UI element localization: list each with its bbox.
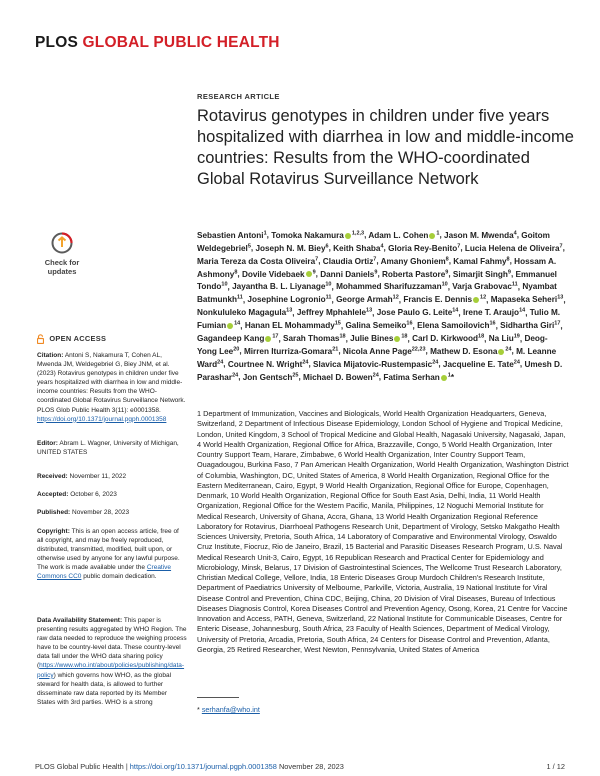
author-name: Mirren Iturriza-Gomara: [243, 347, 333, 357]
editor-block: [37, 439, 187, 457]
author-name: Claudia Ortiz: [322, 256, 374, 266]
author: [333, 244, 383, 253]
author: [388, 244, 460, 253]
author-name: Josephine Logronio: [247, 295, 326, 305]
author: [247, 295, 331, 304]
author-affiliation-ref: 8: [506, 255, 510, 262]
author: [232, 282, 331, 291]
author-name: Julie Bines: [350, 334, 394, 344]
check-for-updates-label: [40, 258, 84, 276]
data-availability-block: [37, 616, 187, 707]
check-for-updates-badge[interactable]: [40, 232, 84, 292]
author: [430, 347, 511, 356]
author-name: Nonkululeko Magagula: [197, 308, 287, 318]
data-availability-tail: ) which governs how WHO, as the global steward for health data, is allowed to further disseminate raw data reported by its Member States with 3rd parties. WHO is a strong: [37, 671, 172, 706]
article-title: Rotavirus genotypes in children under five years hospitalized with diarrhea in low and middle-income countries: Results from the WHO-coordinated Global Rotavirus Surveillance Network: [197, 107, 574, 188]
author-name: Jason M. Mwenda: [444, 230, 514, 240]
author-affiliation-ref: 1: [263, 230, 267, 236]
author-affiliation-ref: 25: [292, 372, 299, 379]
author-affiliation-ref: 24: [513, 359, 520, 366]
author-list: Sebastien Antoni$^1$, Tomoka Nakamura $^{1,2,3}$, Adam L. Cohen $^1$, Jason M. Mwenda$^4$, Goitom Weldegebriel$^5$, Joseph N. M. Biey$^6$, Keith Shaba$^4$, Gloria Rey-Benito$^7$, Lucia Helena de Oliveira$^7$, Maria Tereza da Costa Oliveira$^7$, Claudia Ortiz$^7$, Amany Ghoniem$^8$, Kamal Fahmy$^8$, Hossam A. Ashmony$^8$, Dovile Videbaek $^9$, Danni Daniels$^9$, Roberta Pastore$^9$, Simarjit Singh$^9$, Emmanuel Tondo$^{10}$, Jayantha B. L. Liyanage$^{10}$, Mohammed Sharifuzzaman$^{10}$, Varja Grabovac$^{11}$, Nyambat Batmunkh$^{11}$, Josephine Logronio$^{11}$, George Armah$^{12}$, Francis E. Dennis $^{12}$, Mapaseka Seheri$^{13}$, Nonkululeko Magagula$^{13}$, Jeffrey Mphahlele$^{13}$, Jose Paulo G. Leite$^{14}$, Irene T. Araujo$^{14}$, Tulio M. Fumian $^{14}$, Hanan EL Mohammady$^{15}$, Galina Semeiko$^{16}$, Elena Samoilovich$^{16}$, Sidhartha Giri$^{17}$, Gagandeep Kang $^{17}$, Sarah Thomas$^{18}$, Julie Bines $^{18}$, Carl D. Kirkwood$^{18}$, Na Liu$^{19}$, Deog-Yong Lee$^{20}$, Mirren Iturriza-Gomara$^{21}$, Nicola Anne Page$^{22,23}$, Mathew D. Esona $^{24}$, M. Leanne Ward$^{24}$, Courtnee N. Wright$^{24}$, Slavica Mijatovic-Rustempasic$^{24}$, Jacqueline E. Tate$^{24}$, Umesh D. Parashar$^{24}$, Jon Gentsch$^{25}$, Michael D. Bowen$^{24}$, Fatima Serhan $^1$*: [197, 230, 566, 383]
author-affiliation-ref: 10: [221, 281, 228, 288]
data-policy-link[interactable]: https://www.who.int/about/policies/publishing/data-policy: [37, 662, 185, 679]
copyright-label: Copyright:: [37, 528, 70, 535]
author: [244, 347, 338, 356]
author: [452, 282, 517, 291]
author: [453, 270, 511, 279]
author-affiliation-ref: 13: [286, 307, 293, 314]
author-affiliation-ref: 5: [247, 242, 251, 249]
author-name: Deog-Yong Lee: [197, 334, 548, 357]
orcid-icon[interactable]: [227, 323, 233, 329]
author-name: Elena Samoilovich: [417, 321, 490, 331]
author: [320, 270, 377, 279]
author-affiliation-ref: 1: [447, 372, 451, 379]
author-affiliation-ref: 11: [237, 294, 243, 301]
published-date: November 28, 2023: [72, 509, 130, 516]
author-name: Mathew D. Esona: [430, 347, 498, 357]
author-name: George Armah: [336, 295, 393, 305]
author: [197, 334, 278, 343]
citation-block: [37, 351, 187, 424]
author-name: Hossam A. Ashmony: [197, 256, 557, 279]
orcid-icon[interactable]: [394, 336, 400, 342]
orcid-icon[interactable]: [345, 233, 351, 239]
author-affiliation-ref: 8: [445, 255, 449, 262]
footer-sep-1: |: [125, 762, 130, 771]
author: [228, 360, 309, 369]
author: [465, 244, 563, 253]
accepted-date: October 6, 2023: [70, 491, 117, 498]
author-affiliation-ref: 13: [366, 307, 373, 314]
author: [323, 257, 377, 266]
author-affiliation-ref: 6: [325, 242, 329, 249]
author-affiliation-ref: 17: [272, 333, 279, 340]
open-access-text: OPEN ACCESS: [49, 334, 107, 343]
author: [417, 321, 495, 330]
author-name: Jon Gentsch: [242, 373, 293, 383]
footer-doi-link[interactable]: https://doi.org/10.1371/journal.pgph.0001358: [129, 762, 277, 771]
author-affiliation-ref: 14: [519, 307, 526, 314]
author-affiliation-ref: 4: [380, 242, 384, 249]
author-name: Varja Grabovac: [452, 282, 512, 292]
author: [345, 321, 412, 330]
author-affiliation-ref: 16: [406, 320, 413, 327]
accepted-block: [37, 490, 187, 499]
author-affiliation-ref: 12: [480, 294, 487, 301]
author: [336, 282, 448, 291]
author-name: Maria Tereza da Costa Oliveira: [197, 256, 316, 266]
author-affiliation-ref: 7: [559, 242, 563, 249]
author: [383, 373, 454, 382]
author-affiliation-ref: 18: [339, 333, 346, 340]
data-availability-label: Data Availability Statement:: [37, 617, 123, 624]
author-name: Adam L. Cohen: [368, 230, 429, 240]
author-affiliation-ref: 7: [457, 242, 461, 249]
check-for-updates-icon: [51, 232, 73, 254]
author-affiliation-ref: 24: [505, 346, 512, 353]
author-name: Tulio M. Fumian: [197, 308, 561, 331]
logo-journal: GLOBAL PUBLIC HEALTH: [82, 34, 280, 51]
author: [197, 231, 267, 240]
author: [271, 231, 364, 240]
affiliations: 1 Department of Immunization, Vaccines and Biologicals, World Health Organization Headquarters, Geneva, Switzerland, 2 Department of Infectious Disease Epidemiology, London School of Hygiene and Tropical Medicine, London, United Kingdom, 3 School of Tropical Medicine and Global Health, Nagasaki University, Nagasaki, Japan, 4 World Health Organization, Regional Office for Africa, Brazzaville, Congo, 5 World Health Organization, Inter Country Support Team, Harare, Zimbabwe, 6 World Health Organization, Inter Country Support Team, Ouagadougou, Burkina Faso, 7 Pan American Health Organization, World Health Organization, Washington District of Columbia, Washington, DC, United States of America, 8 World Health Organization, Regional Office for the Eastern Mediterranean, Cairo, Egypt, 9 World Health Organization, Regional Office for Europe, Copenhagen, Denmark, 10 World Health Organization, Regional Office for South East Asia, Delhi, India, 11 World Health Organization, Regional Office for the Western Pacific, Manila, Philippines, 12 Noguchi Memorial Institute for Medical Research, University of Ghana, Accra, Ghana, 13 World Health Organization Regional Reference Laboratory for Rotavirus, Diarrhoeal Pathogens Research Unit, Department of Virology, Setsko Makgatho Health Sciences University, Pretoria, South Africa, 14 Laboratory of Comparative and Environmental Virology, Oswaldo Cruz Institute, Fiocruz, Rio de Janeiro, Brazil, 15 Bacterial and Parasitic Diseases Research Program, U.S. Naval Medical Research Unit-3, Cairo, Egypt, 16 Republican Research and Practical Center for Epidemiology and Microbiology, Minsk, Belarus, 17 Division of Gastrointestinal Sciences, The Wellcome Trust Research Laboratory, Christian Medical College, Vellore, India, 18 Enteric Diseases Group Murdoch Children's Research Institute, Department of Paediatrics University of Melbourne, Parkville, Victoria, Australia, 19 National Institute for Viral Disease Control and Prevention, China CDC, Beijing, China, 20 Division of Viral Diseases, Bureau of Infectious Diseases Diagnosis Control, Korea Diseases Control and Prevention Agency, Osong, Korea, 21 Centre for Vaccine Innovation and Access, PATH, Geneva, Switzerland, 22 National Institute for Communicable Diseases, Centre for Enteric Disease, Johannesburg, South Africa, 23 Faculty of Health Sciences, Department of Medical Virology, University of Pretoria, Arcadia, Pretoria, South Africa, 24 Centers for Disease Control and Prevention, Atlanta, Georgia, 25 Retired Researcher, West Newton, Pennsylvania, United States of America: [197, 409, 569, 654]
author-affiliation-ref: 18: [401, 333, 408, 340]
author: [303, 373, 379, 382]
author-affiliation-ref: 24: [217, 359, 224, 366]
orcid-icon[interactable]: [473, 297, 479, 303]
author-name: Nyambat Batmunkh: [197, 282, 557, 305]
author: [343, 347, 426, 356]
author: [444, 231, 517, 240]
author: [297, 308, 372, 317]
corresponding-marker: *: [450, 373, 454, 383]
author: [412, 334, 484, 343]
author-affiliation-ref: 10: [441, 281, 448, 288]
author-name: Michael D. Bowen: [303, 373, 373, 383]
author-affiliation-ref: 9: [507, 268, 511, 275]
creative-commons-link[interactable]: Creative Commons CC0: [37, 564, 172, 581]
author: [313, 360, 438, 369]
author: [443, 360, 520, 369]
author-name: Jacqueline E. Tate: [442, 360, 514, 370]
orcid-icon[interactable]: [306, 271, 312, 277]
author-name: Nicola Anne Page: [342, 347, 412, 357]
article-type: RESEARCH ARTICLE: [197, 92, 280, 101]
author-affiliation-ref: 9: [312, 268, 316, 275]
open-access-label: [37, 334, 106, 344]
author-affiliation-ref: 9: [374, 268, 378, 275]
author-affiliation-ref: 18: [478, 333, 485, 340]
author: [500, 321, 560, 330]
author-name: Jayantha B. L. Liyanage: [232, 282, 326, 292]
author: [489, 334, 520, 343]
author-name: Kamal Fahmy: [453, 256, 507, 266]
author-name: Na Liu: [488, 334, 514, 344]
author-name: Lucia Helena de Oliveira: [464, 243, 560, 253]
author-affiliation-ref: 15: [334, 320, 341, 327]
correspondence-email[interactable]: serhanfa@who.int: [201, 705, 260, 714]
author-name: Gagandeep Kang: [197, 334, 265, 344]
author-name: Mapaseka Seheri: [490, 295, 558, 305]
correspondence-marker: *: [197, 705, 200, 714]
author-affiliation-ref: 21: [332, 346, 339, 353]
page-number: 1 / 12: [546, 762, 565, 771]
author-name: Sarah Thomas: [283, 334, 340, 344]
published-block: [37, 508, 187, 517]
orcid-icon[interactable]: [265, 336, 271, 342]
open-access-lock-icon: [37, 334, 44, 344]
author: [350, 334, 407, 343]
author: [336, 295, 399, 304]
received-label: Received:: [37, 473, 68, 480]
citation-doi-link[interactable]: https://doi.org/10.1371/journal.pgph.0001358: [37, 415, 167, 423]
author-name: Mohammed Sharifuzzaman: [336, 282, 442, 292]
author-affiliation-ref: 22,23: [411, 346, 426, 353]
author-affiliation-ref: 1: [436, 230, 440, 236]
editor-label: Editor:: [37, 440, 58, 447]
author-name: Irene T. Araujo: [462, 308, 520, 318]
author-affiliation-ref: 4: [513, 230, 517, 236]
page-footer: [35, 762, 565, 771]
received-date: November 11, 2022: [69, 473, 127, 480]
author-name: M. Leanne Ward: [197, 347, 557, 370]
author-name: Galina Semeiko: [345, 321, 407, 331]
author-name: Courtnee N. Wright: [227, 360, 303, 370]
author-affiliation-ref: 19: [513, 333, 520, 340]
logo-plos: PLOS: [35, 34, 79, 51]
author-name: Tomoka Nakamura: [271, 230, 344, 240]
author-name: Roberta Pastore: [382, 269, 446, 279]
author-name: Jose Paulo G. Leite: [376, 308, 453, 318]
author: [242, 270, 316, 279]
author-name: Simarjit Singh: [452, 269, 508, 279]
author-affiliation-ref: 16: [489, 320, 496, 327]
author-name: Slavica Mijatovic-Rustempasic: [313, 360, 433, 370]
data-availability-text: This paper is presenting results aggregated by WHO Region. The raw data needed to reproduce the weighing process have to be country-level data. These country-level data fall under the WHO data sharing policy (: [37, 617, 187, 670]
correspondence: [197, 705, 260, 714]
author: [197, 257, 318, 266]
author-name: Emmanuel Tondo: [197, 269, 557, 292]
author-affiliation-ref: 24: [302, 359, 309, 366]
author-name: Keith Shaba: [333, 243, 381, 253]
author: [368, 231, 439, 240]
author-affiliation-ref: 7: [373, 255, 377, 262]
author-name: Gloria Rey-Benito: [388, 243, 458, 253]
accepted-label: Accepted:: [37, 491, 69, 498]
author-affiliation-ref: 10: [325, 281, 332, 288]
author-name: Fatima Serhan: [383, 373, 440, 383]
author-affiliation-ref: 9: [445, 268, 449, 275]
author-name: Francis E. Dennis: [403, 295, 473, 305]
author-affiliation-ref: 12: [392, 294, 399, 301]
copyright-text: This is an open access article, free of all copyright, and may be freely reproduced, distributed, transmitted, modified, built upon, or otherwise used by anyone for any lawful purpose. The work is made available under the: [37, 528, 180, 572]
editor-text: Abram L. Wagner, University of Michigan, UNITED STATES: [37, 440, 179, 457]
author-affiliation-ref: 17: [554, 320, 561, 327]
badge-line-2: updates: [47, 267, 77, 276]
citation-label: Citation:: [37, 352, 64, 359]
author-affiliation-ref: 7: [315, 255, 319, 262]
author: [491, 295, 564, 304]
author-affiliation-ref: 20: [233, 346, 240, 353]
author-name: Amany Ghoniem: [380, 256, 446, 266]
author-name: Joseph N. M. Biey: [255, 243, 326, 253]
author-affiliation-ref: 24: [232, 372, 239, 379]
published-label: Published:: [37, 509, 71, 516]
orcid-icon[interactable]: [441, 375, 447, 381]
author-affiliation-ref: 24: [432, 359, 439, 366]
author: [463, 308, 525, 317]
author-affiliation-ref: 11: [325, 294, 332, 301]
author: [403, 295, 486, 304]
author-affiliation-ref: 11: [511, 281, 518, 288]
author: [453, 257, 509, 266]
author-affiliation-ref: 24: [372, 372, 379, 379]
author-name: Danni Daniels: [320, 269, 375, 279]
received-block: [37, 472, 187, 481]
copyright-block: [37, 527, 187, 582]
author-name: Umesh D. Parashar: [197, 360, 563, 383]
author: [382, 270, 448, 279]
author: [245, 321, 341, 330]
author-affiliation-ref: 8: [234, 268, 238, 275]
author-name: Carl D. Kirkwood: [412, 334, 479, 344]
author-name: Hanan EL Mohammady: [244, 321, 335, 331]
author-affiliation-ref: 13: [557, 294, 564, 301]
orcid-icon[interactable]: [498, 349, 504, 355]
badge-line-1: Check for: [44, 258, 80, 267]
author-name: Jeffrey Mphahlele: [296, 308, 367, 318]
footer-date: November 28, 2023: [278, 762, 344, 771]
correspondence-divider: [197, 697, 239, 698]
author: [255, 244, 328, 253]
author: [381, 257, 449, 266]
author-affiliation-ref: 14: [234, 320, 241, 327]
author-affiliation-ref: 1,2,3: [351, 230, 365, 236]
author-name: Sidhartha Giri: [500, 321, 555, 331]
author: [243, 373, 299, 382]
author: [377, 308, 459, 317]
author: [197, 308, 292, 317]
author-name: Goitom Weldegebriel: [197, 230, 550, 253]
orcid-icon[interactable]: [429, 233, 435, 239]
author-affiliation-ref: 14: [452, 307, 459, 314]
journal-logo[interactable]: [35, 34, 280, 52]
author-name: Sebastien Antoni: [197, 230, 264, 240]
citation-text: Antoni S, Nakamura T, Cohen AL, Mwenda JM, Weldegebriel G, Biey JNM, et al. (2023) Rotavirus genotypes in children under five years hospitalized with diarrhea in low and middle-income countries: Results from the WHO-coordinated Global Rotavirus Surveillance Network. PLOS Glob Public Health 3(11): e0001358.: [37, 352, 186, 414]
footer-journal: PLOS Global Public Health: [35, 762, 124, 771]
copyright-tail: public domain dedication.: [83, 573, 157, 581]
author: [283, 334, 346, 343]
author-name: Dovile Videbaek: [241, 269, 305, 279]
